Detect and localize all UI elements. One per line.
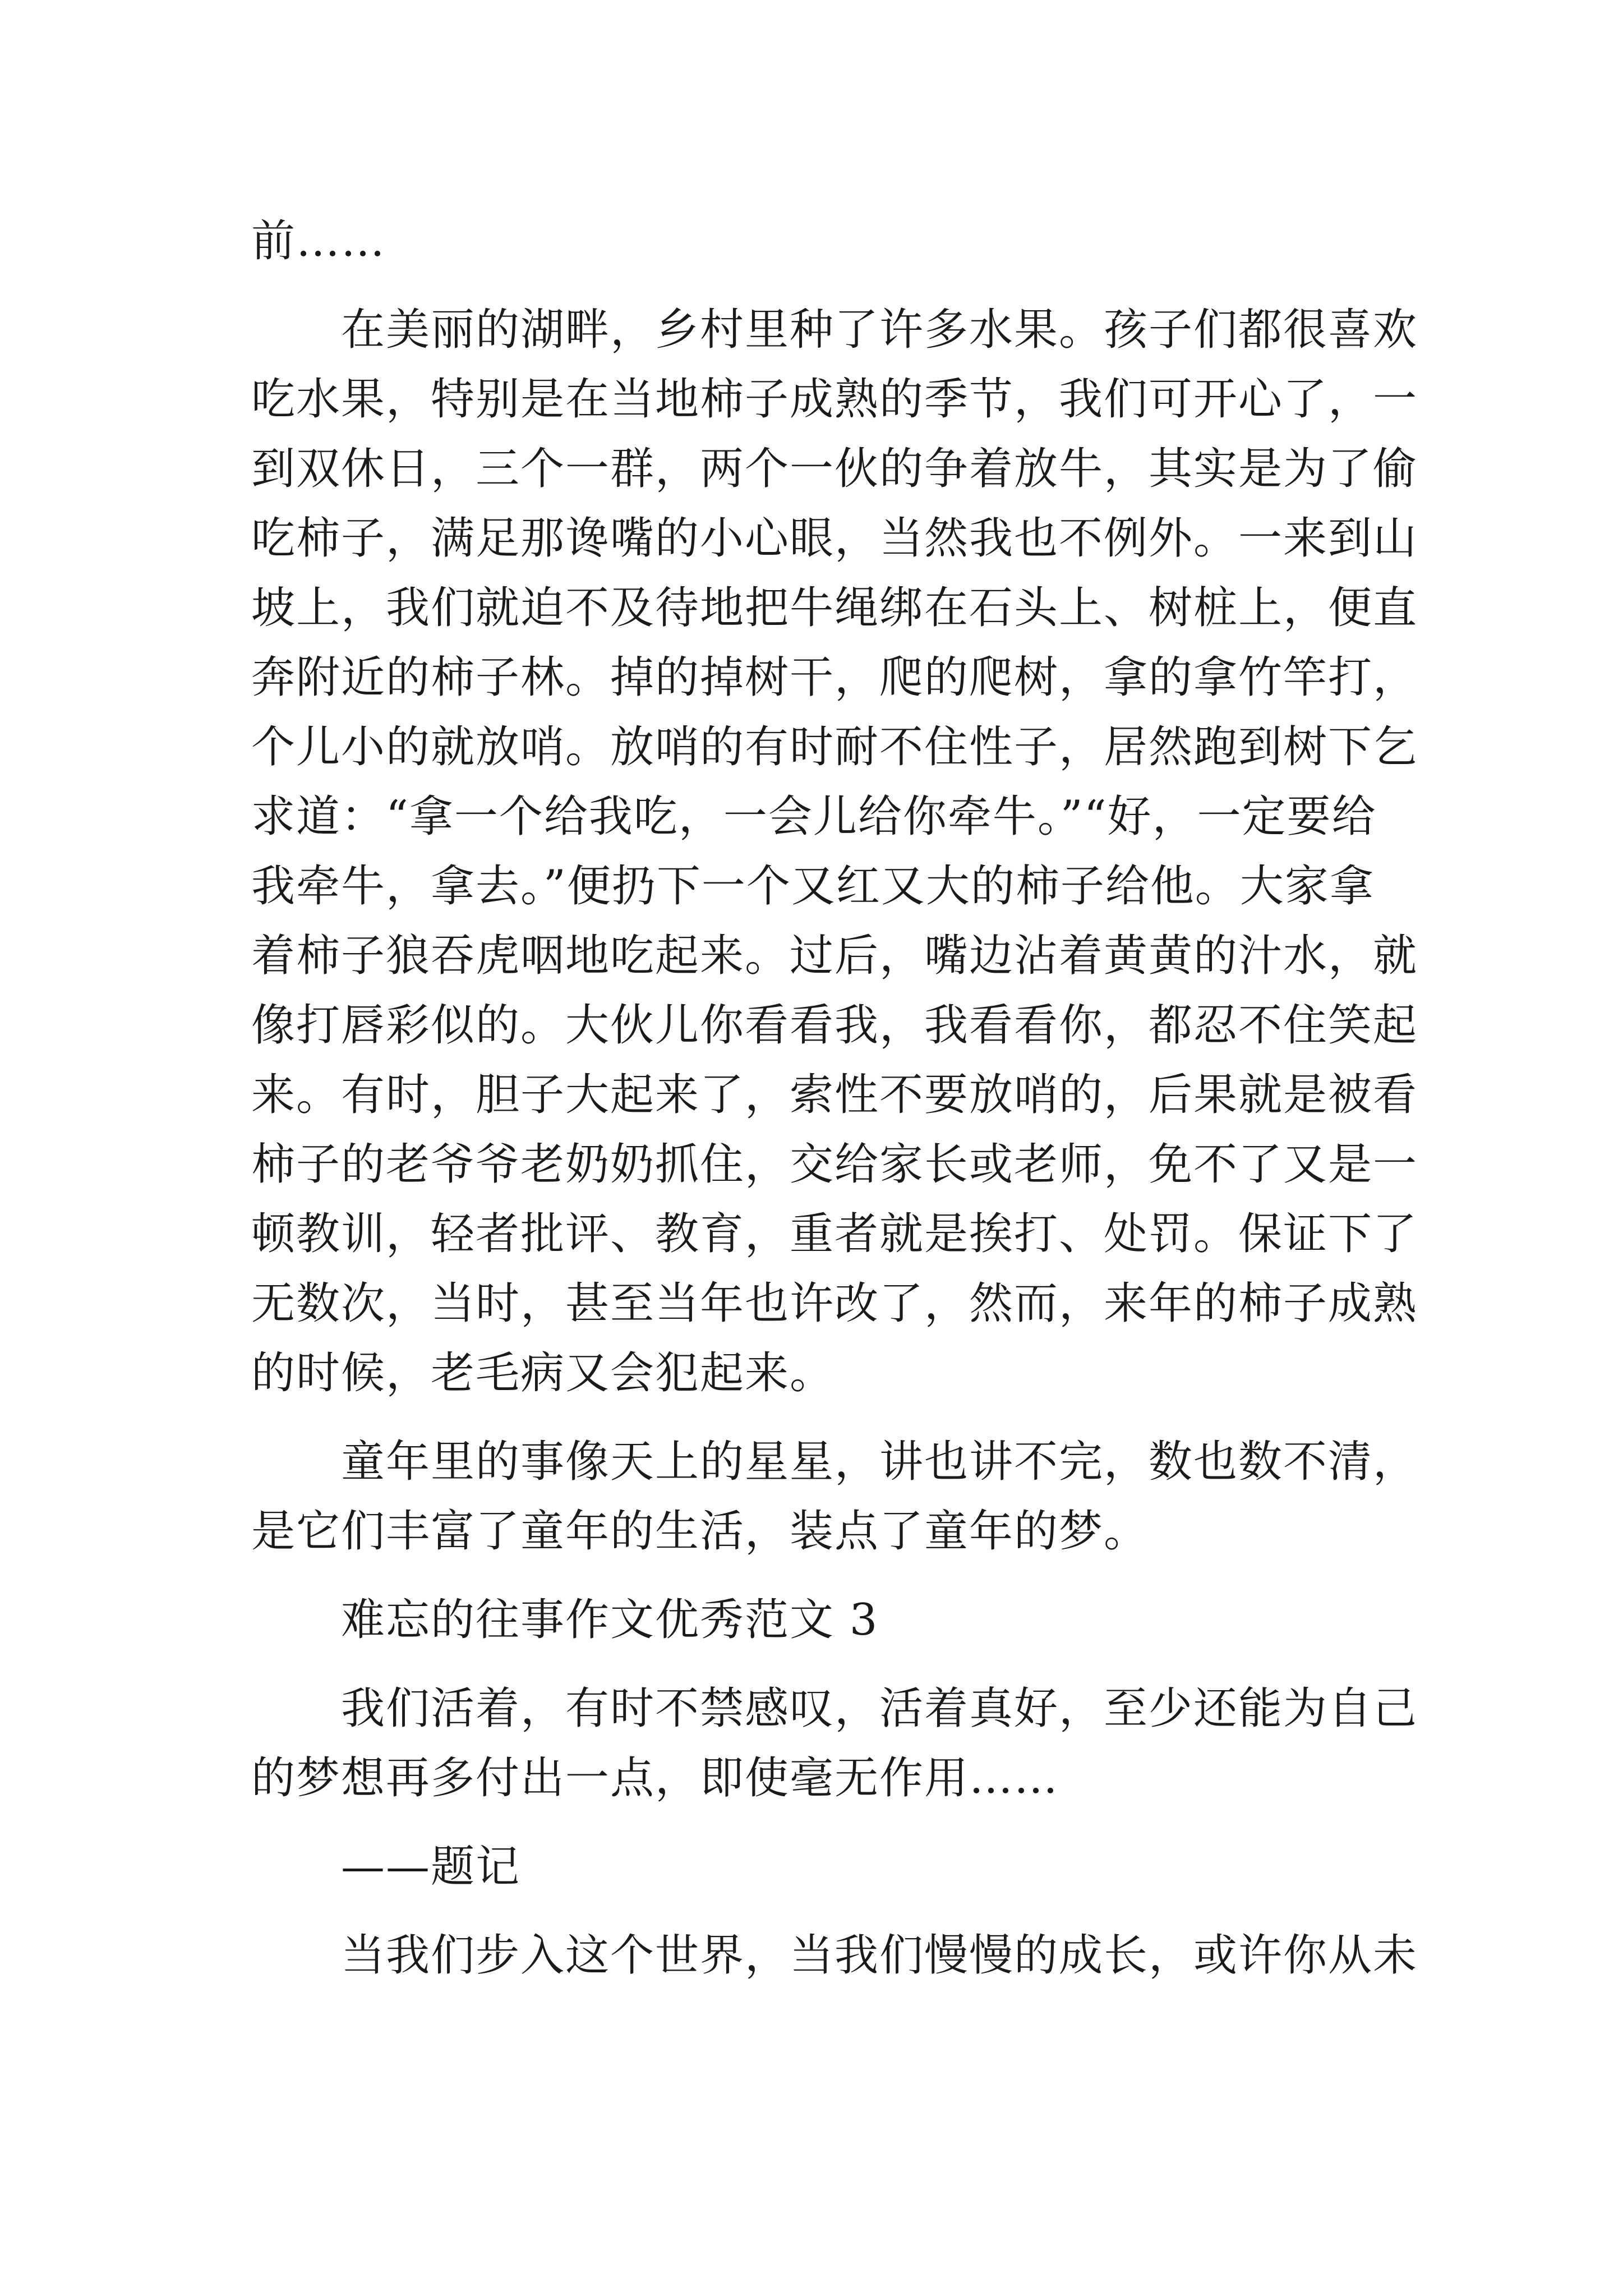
text-line: 的梦想再多付出一点，即使毫无作用…… [251,1753,1059,1803]
text-line: 到双休日，三个一群，两个一伙的争着放牛，其实是为了偷 [251,444,1418,494]
text-line: 吃水果，特别是在当地柿子成熟的季节，我们可开心了，一 [251,374,1418,425]
text-line: 个儿小的就放哨。放哨的有时耐不住性子，居然跑到树下乞 [251,722,1418,772]
section-heading: 难忘的往事作文优秀范文 3 [341,1595,879,1645]
paragraph-first-line: 当我们步入这个世界，当我们慢慢的成长，或许你从未 [341,1930,1418,1981]
paragraph-first-line: 童年里的事像天上的星星，讲也讲不完，数也数不清， [341,1437,1418,1487]
text-line: 我牵牛，拿去。”便扔下一个又红又大的柿子给他。大家拿 [251,861,1375,912]
text-line: 柿子的老爷爷老奶奶抓住，交给家长或老师，免不了又是一 [251,1139,1418,1190]
text-line: 吃柿子，满足那谗嘴的小心眼，当然我也不例外。一来到山 [251,513,1418,564]
text-line: 着柿子狼吞虎咽地吃起来。过后，嘴边沾着黄黄的汁水，就 [251,931,1418,981]
text-line: 是它们丰富了童年的生活，装点了童年的梦。 [251,1506,1149,1557]
paragraph-first-line: 在美丽的湖畔，乡村里种了许多水果。孩子们都很喜欢 [341,305,1418,355]
text-line: 的时候，老毛病又会犯起来。 [251,1348,835,1398]
text-line: 像打唇彩似的。大伙儿你看看我，我看看你，都忍不住笑起 [251,1000,1418,1051]
text-line: 奔附近的柿子林。掉的掉树干，爬的爬树，拿的拿竹竿打， [251,652,1418,703]
text-line: 顿教训，轻者批评、教育，重者就是挨打、处罚。保证下了 [251,1209,1418,1259]
text-line: 坡上，我们就迫不及待地把牛绳绑在石头上、树桩上，便直 [251,583,1418,633]
paragraph-first-line: 我们活着，有时不禁感叹，活着真好，至少还能为自己 [341,1683,1418,1734]
text-line: 来。有时，胆子大起来了，索性不要放哨的，后果就是被看 [251,1070,1418,1120]
epigraph-attribution: ——题记 [341,1842,521,1892]
text-line: 求道：“拿一个给我吃，一会儿给你牵牛。”“好，一定要给 [251,792,1377,842]
document-body [251,206,1418,1990]
text-line: 前…… [251,216,386,266]
text-line: 无数次，当时，甚至当年也许改了，然而，来年的柿子成熟 [251,1278,1418,1329]
